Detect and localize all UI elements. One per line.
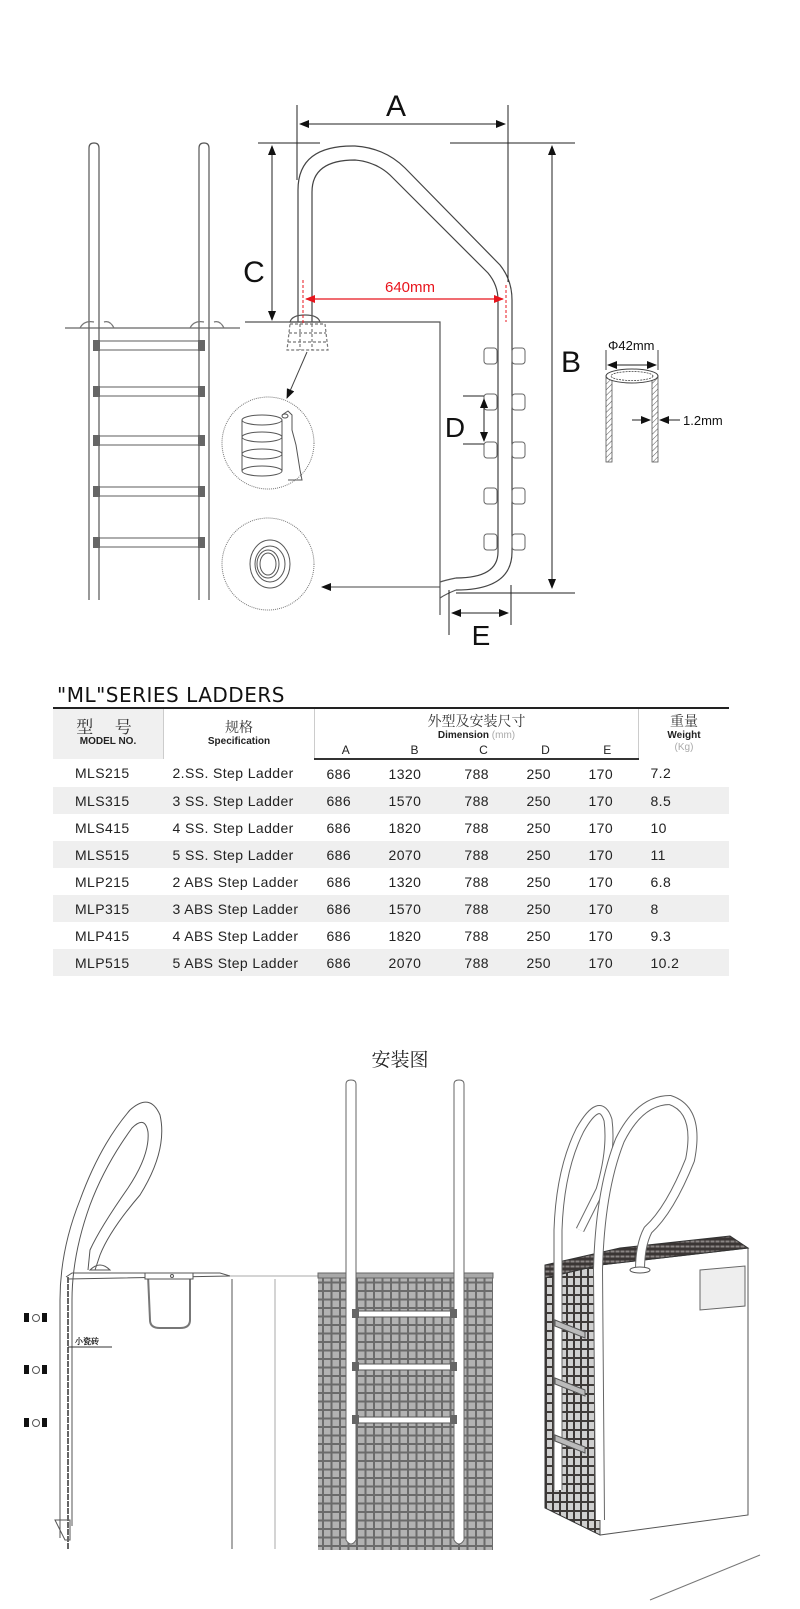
- table-row: [53, 949, 729, 976]
- cell-a: 686: [315, 787, 377, 814]
- cell-spec: 4 ABS Step Ladder: [172, 927, 299, 944]
- cell-d: 250: [514, 949, 576, 976]
- header-weight-zh: 重量: [670, 714, 698, 730]
- cell-a: 686: [315, 895, 377, 922]
- cell-a: 686: [315, 841, 377, 868]
- cell-c: 788: [452, 841, 514, 868]
- header-model: [53, 708, 164, 759]
- dimension-lines: [258, 105, 575, 635]
- dim-label-d: D: [444, 412, 466, 443]
- cell-d: 250: [514, 787, 576, 814]
- cell-b: 2070: [377, 841, 453, 868]
- cell-c: 788: [452, 787, 514, 814]
- header-weight: [639, 708, 730, 759]
- cell-e: 170: [588, 819, 614, 836]
- cell-c: 788: [452, 949, 514, 976]
- cell-model: MLS515: [53, 841, 164, 868]
- cell-d: 250: [526, 873, 551, 890]
- header-spec-en: Specification: [207, 736, 271, 747]
- table-row: [53, 814, 729, 841]
- cell-model: MLS315: [53, 787, 164, 814]
- install-side-section: [55, 1102, 320, 1549]
- anchor-dashed: [287, 324, 328, 350]
- front-view-ladder: [65, 143, 240, 600]
- cell-d: 250: [526, 927, 551, 944]
- header-col-a: A: [315, 742, 377, 759]
- cell-d: 250: [514, 841, 576, 868]
- cell-spec: 4 SS. Step Ladder: [172, 819, 294, 836]
- cell-weight: 8.5: [639, 787, 730, 814]
- cell-e: 170: [588, 765, 614, 782]
- header-col-e: E: [576, 742, 638, 759]
- table-row: [53, 841, 729, 868]
- table-row: [53, 922, 729, 949]
- cell-spec: 3 SS. Step Ladder: [164, 787, 315, 814]
- ladder-dimension-drawing: [0, 0, 800, 670]
- cell-spec: 5 ABS Step Ladder: [164, 949, 315, 976]
- cell-a: 686: [315, 949, 377, 976]
- header-model-zh: 型 号: [76, 718, 140, 738]
- cell-e: 170: [588, 873, 614, 890]
- header-dimension-unit: (mm): [491, 729, 516, 741]
- cell-e: 170: [576, 895, 638, 922]
- cell-spec: 2 ABS Step Ladder: [172, 873, 299, 890]
- cell-model: MLP215: [75, 873, 130, 890]
- dim-label-a: A: [385, 90, 407, 123]
- cell-e: 170: [576, 949, 638, 976]
- cell-weight: 10: [650, 819, 667, 836]
- cell-a: 686: [326, 927, 352, 944]
- cell-model: MLP415: [75, 927, 130, 944]
- cell-weight: 8: [639, 895, 730, 922]
- header-spec: [164, 708, 315, 759]
- series-title: "ML"SERIES LADDERS: [57, 683, 285, 707]
- install-3d-view: [545, 1100, 760, 1600]
- header-col-c: C: [452, 742, 514, 759]
- cell-b: 1570: [377, 787, 453, 814]
- cell-c: 788: [464, 873, 489, 890]
- side-treads: [484, 348, 525, 550]
- cell-b: 1320: [388, 765, 422, 782]
- cell-model: MLP315: [53, 895, 164, 922]
- cell-model: MLS415: [75, 819, 130, 836]
- cell-e: 170: [588, 927, 614, 944]
- cell-b: 1570: [377, 895, 453, 922]
- spec-table: [53, 707, 729, 976]
- dim-label-b: B: [560, 346, 582, 379]
- side-view-ladder: [287, 146, 525, 598]
- table-row: [53, 787, 729, 814]
- cell-spec: 5 SS. Step Ladder: [164, 841, 315, 868]
- side-section-treads: [24, 1313, 47, 1427]
- cell-spec: 2.SS. Step Ladder: [172, 765, 294, 781]
- header-dimension: [315, 708, 639, 742]
- cell-d: 250: [526, 765, 551, 782]
- header-dimension-zh: 外型及安装尺寸: [427, 713, 526, 730]
- install-front-view: [318, 1080, 493, 1550]
- dim-label-e: E: [471, 620, 491, 651]
- cell-b: 1820: [388, 819, 422, 836]
- installation-drawings: [0, 1070, 800, 1609]
- tile-label: 小瓷砖: [75, 1337, 99, 1346]
- install-title: 安装图: [371, 1049, 429, 1071]
- header-model-en: MODEL NO.: [79, 736, 137, 747]
- cell-a: 686: [326, 765, 352, 782]
- inner-width-label: 640mm: [384, 279, 436, 296]
- rung-brackets: [93, 340, 205, 548]
- anchor-detail-callout: [222, 352, 314, 489]
- cell-weight: 7.2: [650, 765, 672, 781]
- cell-weight: 9.3: [650, 927, 672, 944]
- cell-weight: 10.2: [639, 949, 730, 976]
- table-row: [53, 759, 729, 787]
- cell-c: 788: [464, 927, 489, 944]
- cell-weight: 11: [639, 841, 730, 868]
- cell-a: 686: [326, 819, 352, 836]
- dim-label-c: C: [243, 256, 265, 289]
- cell-e: 170: [576, 787, 638, 814]
- header-weight-en: Weight: [667, 730, 701, 741]
- header-spec-zh: 规格: [225, 720, 253, 736]
- cell-c: 788: [464, 819, 489, 836]
- cell-model: MLP515: [53, 949, 164, 976]
- cup-detail-callout: [222, 518, 440, 610]
- cell-b: 1320: [388, 873, 422, 890]
- table-row: [53, 868, 729, 895]
- header-col-d: D: [514, 742, 576, 759]
- table-body: [53, 759, 729, 976]
- cell-d: 250: [514, 895, 576, 922]
- cell-b: 1820: [388, 927, 422, 944]
- cell-d: 250: [526, 819, 551, 836]
- front-view-rungs: [99, 341, 199, 547]
- cell-b: 2070: [377, 949, 453, 976]
- cell-c: 788: [452, 895, 514, 922]
- header-dimension-en: Dimension: [437, 729, 489, 741]
- cell-e: 170: [576, 841, 638, 868]
- tube-diameter-label: Φ42mm: [608, 338, 655, 353]
- cell-weight: 6.8: [650, 873, 672, 890]
- tube-wall-label: 1.2mm: [683, 413, 723, 428]
- header-weight-unit: (Kg): [674, 742, 694, 753]
- cell-a: 686: [326, 873, 352, 890]
- cell-spec: 3 ABS Step Ladder: [164, 895, 315, 922]
- header-col-b: B: [377, 742, 453, 759]
- cell-model: MLS215: [75, 765, 130, 781]
- table-row: [53, 895, 729, 922]
- cell-c: 788: [464, 765, 489, 782]
- tube-cross-section: [606, 338, 723, 462]
